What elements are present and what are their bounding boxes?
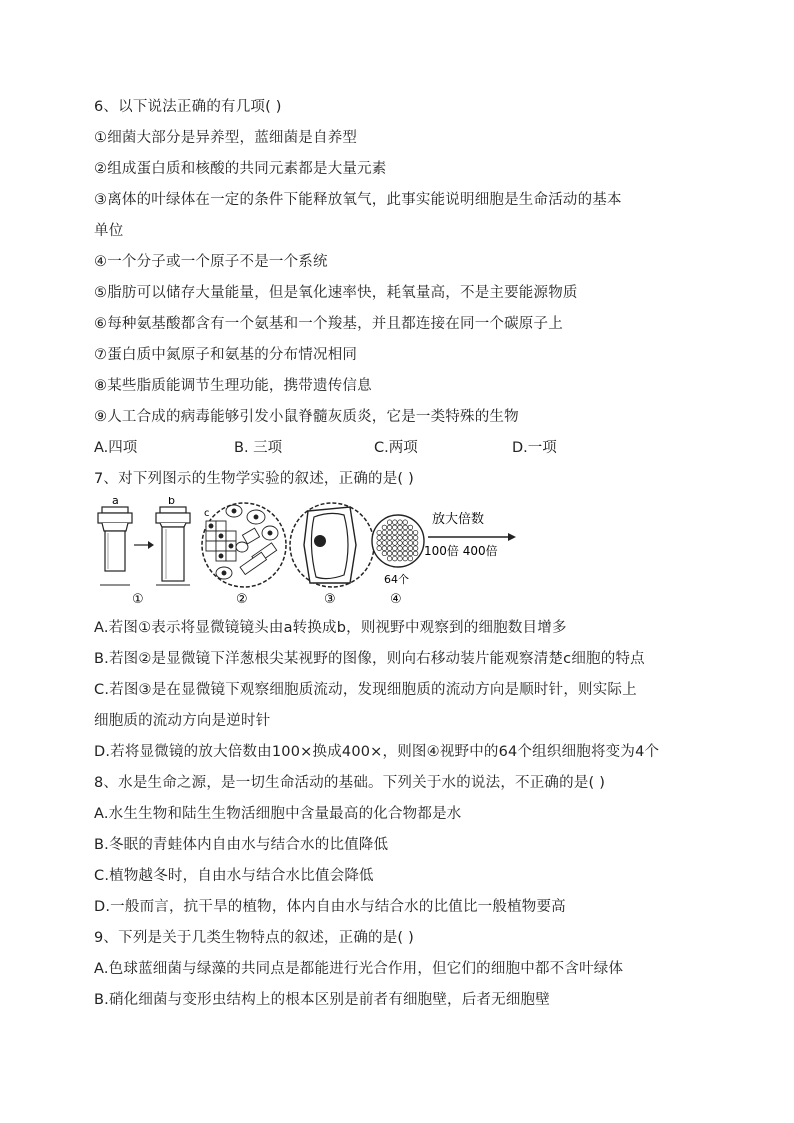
tissue-cell-dot	[403, 525, 408, 530]
q6-option-b[interactable]: B. 三项	[234, 440, 283, 456]
tissue-cell-dot	[398, 546, 403, 551]
q6-option-c[interactable]: C.两项	[374, 440, 418, 456]
tissue-cell-dot	[387, 530, 392, 535]
tissue-cell-dot	[377, 536, 382, 541]
q6-item: ⑥每种氨基酸都含有一个氨基和一个羧基，并且都连接在同一个碳原子上	[94, 316, 563, 332]
tissue-cell-dot	[408, 546, 413, 551]
tissue-cell-dot	[393, 541, 398, 546]
q6-item: ⑦蛋白质中氮原子和氨基的分布情况相同	[94, 347, 358, 363]
tissue-cell-dot	[413, 546, 418, 551]
q7-option-b[interactable]: B.若图②是显微镜下洋葱根尖某视野的图像，则向右移动装片能观察清楚c细胞的特点	[94, 651, 645, 667]
q6-item: ②组成蛋白质和核酸的共同元素都是大量元素	[94, 161, 387, 177]
tissue-cell-dot	[382, 530, 387, 535]
tissue-cell-dot	[393, 536, 398, 541]
tissue-cell-dot	[387, 551, 392, 556]
figure-label-3: ③	[324, 592, 336, 607]
tissue-cell-dot	[387, 556, 392, 561]
tissue-cell-dot	[377, 546, 382, 551]
tissue-cell-dot	[393, 530, 398, 535]
q7-option-a[interactable]: A.若图①表示将显微镜镜头由a转换成b，则视野中观察到的细胞数目增多	[94, 620, 567, 636]
figure-label-2: ②	[236, 592, 248, 607]
q6-options	[94, 433, 714, 464]
q7-stem: 7、对下列图示的生物学实验的叙述，正确的是( )	[94, 471, 414, 487]
tissue-cell-dot	[393, 520, 398, 525]
tissue-cell-dot	[387, 541, 392, 546]
tissue-cell-dot	[393, 551, 398, 556]
tissue-cell-dot	[387, 525, 392, 530]
tissue-cell-dot	[398, 520, 403, 525]
lens-label-a: a	[112, 497, 119, 507]
q6-stem: 6、以下说法正确的有几项( )	[94, 99, 282, 115]
tissue-cell-dot	[382, 541, 387, 546]
q7-option-c-continued: 细胞质的流动方向是逆时针	[94, 713, 271, 729]
tissue-cell-dot	[398, 541, 403, 546]
tissue-cell-dot	[382, 546, 387, 551]
tissue-cell-dot	[408, 530, 413, 535]
tissue-cell-dot	[393, 556, 398, 561]
q7-figure	[94, 497, 714, 607]
q8-option-c[interactable]: C.植物越冬时，自由水与结合水比值会降低	[94, 868, 374, 884]
q6-option-d[interactable]: D.一项	[512, 440, 557, 456]
tissue-cell-dot	[382, 536, 387, 541]
lens-label-b: b	[168, 497, 175, 507]
q6-option-a[interactable]: A.四项	[94, 440, 138, 456]
tissue-cell-dot	[377, 541, 382, 546]
tissue-cell-dot	[377, 530, 382, 535]
q8-option-a[interactable]: A.水生生物和陆生生物活细胞中含量最高的化合物都是水	[94, 806, 462, 822]
tissue-cell-dot	[408, 541, 413, 546]
tissue-cell-dot	[398, 530, 403, 535]
tissue-cell-dot	[382, 525, 387, 530]
cell-count-label: 64个	[384, 573, 409, 586]
tissue-cell-dot	[408, 556, 413, 561]
tissue-cell-dot	[398, 536, 403, 541]
tissue-cell-dot	[387, 536, 392, 541]
tissue-cell-dot	[393, 525, 398, 530]
q6-item: ⑨人工合成的病毒能够引发小鼠脊髓灰质炎，它是一类特殊的生物	[94, 409, 519, 425]
tissue-cell-dot	[403, 546, 408, 551]
q8-option-b[interactable]: B.冬眠的青蛙体内自由水与结合水的比值降低	[94, 837, 389, 853]
tissue-cell-dot	[413, 530, 418, 535]
tissue-cell-dot	[387, 546, 392, 551]
cell-label-c: c	[204, 508, 210, 519]
figure-label-1: ①	[132, 592, 144, 607]
figure-label-4: ④	[390, 592, 402, 607]
q6-item: ④一个分子或一个原子不是一个系统	[94, 254, 328, 270]
tissue-cell-dot	[403, 520, 408, 525]
tissue-cell-dot	[403, 530, 408, 535]
magnification-title: 放大倍数	[432, 512, 485, 527]
q6-item: ③离体的叶绿体在一定的条件下能释放氧气，此事实能说明细胞是生命活动的基本	[94, 192, 622, 208]
magnification-values: 100倍 400倍	[424, 544, 498, 558]
objective-lens-a-icon	[98, 507, 132, 571]
q9-stem: 9、下列是关于几类生物特点的叙述，正确的是( )	[94, 930, 414, 946]
q6-item: ①细菌大部分是异养型，蓝细菌是自养型	[94, 130, 358, 146]
q7-option-d[interactable]: D.若将显微镜的放大倍数由100×换成400×，则图④视野中的64个组织细胞将变为4个	[94, 744, 660, 760]
tissue-cell-dot	[398, 525, 403, 530]
tissue-cell-dot	[382, 551, 387, 556]
tissue-cell-dot	[403, 551, 408, 556]
q9-option-a[interactable]: A.色球蓝细菌与绿藻的共同点是都能进行光合作用，但它们的细胞中都不含叶绿体	[94, 961, 624, 977]
q6-item: ⑧某些脂质能调节生理功能，携带遗传信息	[94, 378, 372, 394]
q9-option-b[interactable]: B.硝化细菌与变形虫结构上的根本区别是前者有细胞壁，后者无细胞壁	[94, 992, 550, 1008]
tissue-cell-dot	[403, 536, 408, 541]
q7-option-c[interactable]: C.若图③是在显微镜下观察细胞质流动，发现细胞质的流动方向是顺时针，则实际上	[94, 682, 637, 698]
microscope-figures	[94, 497, 554, 607]
nucleus-icon	[314, 535, 326, 547]
question-sheet	[94, 92, 714, 1016]
q8-option-d[interactable]: D.一般而言，抗干旱的植物，体内自由水与结合水的比值比一般植物要高	[94, 899, 566, 915]
tissue-cell-dot	[413, 541, 418, 546]
tissue-cell-dot	[393, 546, 398, 551]
objective-lens-b-icon	[156, 507, 190, 581]
tissue-cell-dot	[408, 525, 413, 530]
tissue-cell-dot	[413, 536, 418, 541]
q8-stem: 8、水是生命之源，是一切生命活动的基础。下列关于水的说法，不正确的是( )	[94, 775, 606, 791]
tissue-cell-dot	[408, 551, 413, 556]
tissue-cell-dot	[403, 541, 408, 546]
tissue-cell-dot	[403, 556, 408, 561]
tissue-cell-dot	[387, 520, 392, 525]
q6-item: ⑤脂肪可以储存大量能量，但是氧化速率快，耗氧量高，不是主要能源物质	[94, 285, 578, 301]
tissue-cell-dot	[408, 536, 413, 541]
tissue-cell-dot	[413, 551, 418, 556]
tissue-cell-dot	[398, 556, 403, 561]
tissue-cell-dot	[398, 551, 403, 556]
q6-item-continued: 单位	[94, 223, 124, 239]
